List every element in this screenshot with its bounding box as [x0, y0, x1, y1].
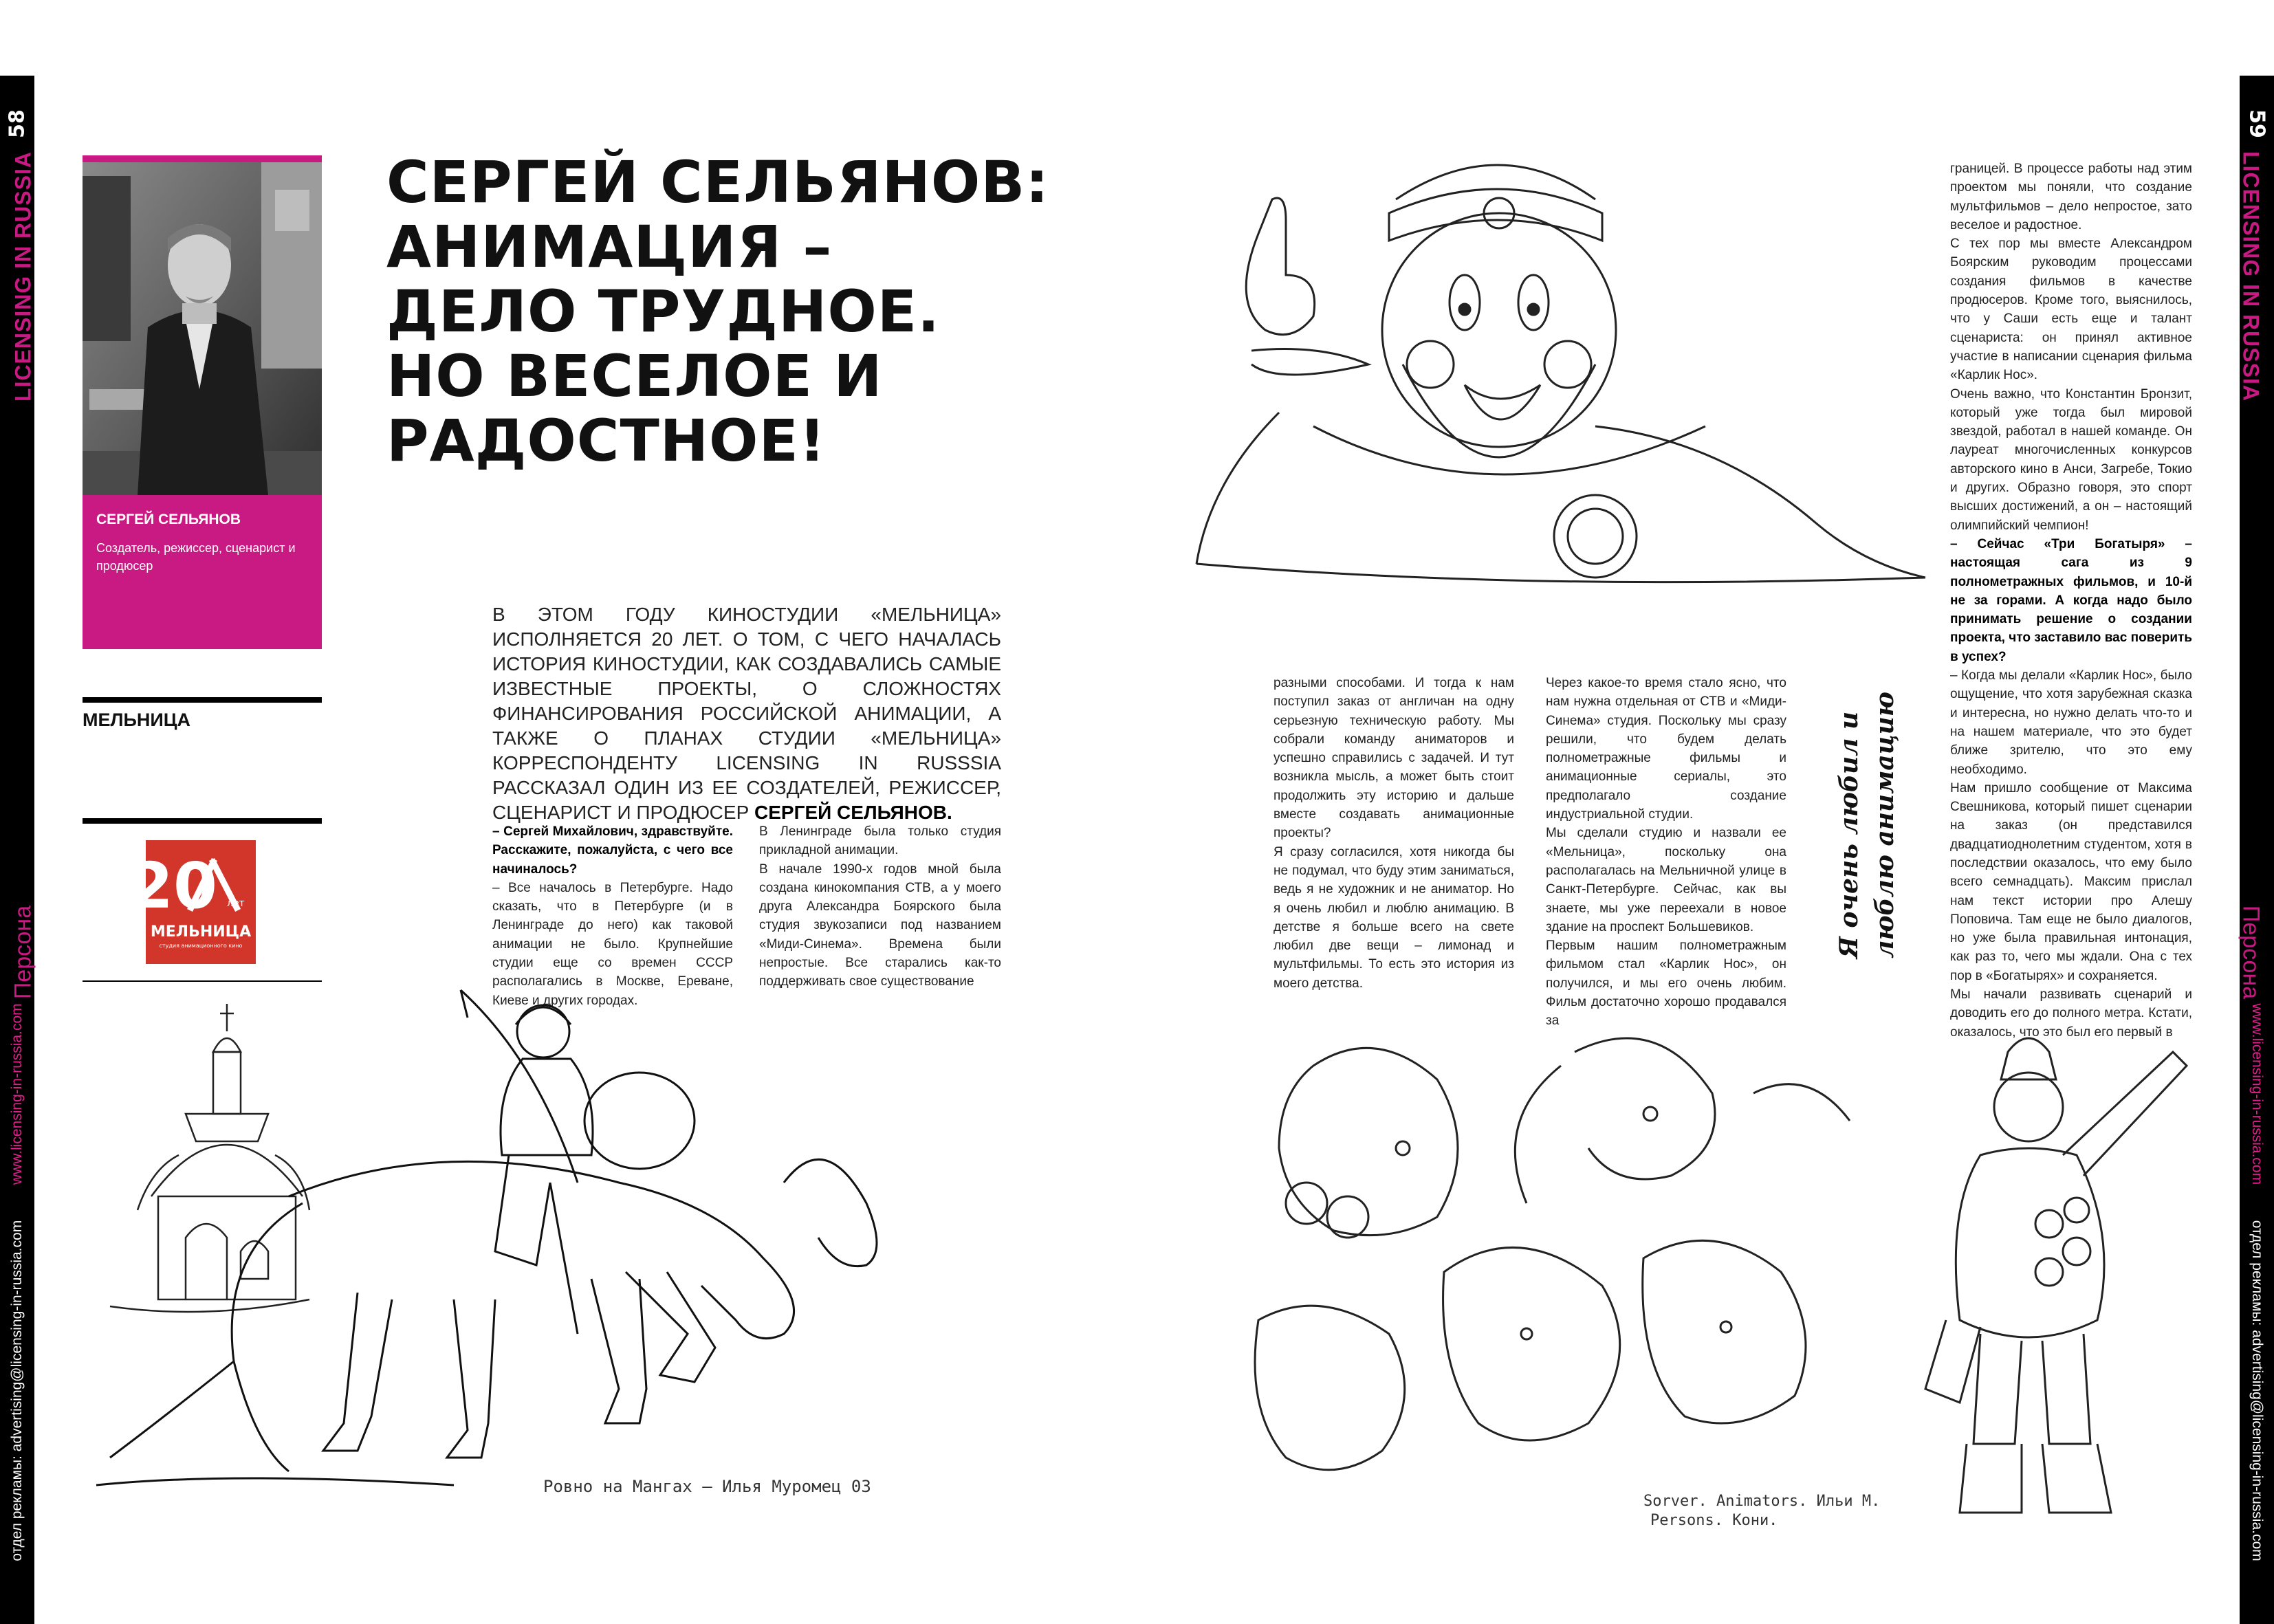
brand-right: LICENSING IN RUSSIA: [2238, 151, 2264, 402]
footer-contacts-left: [9, 1003, 25, 1561]
headline-line-2: АНИМАЦИЯ –: [386, 213, 833, 281]
company-top-rule: [83, 697, 322, 703]
rider-horse-sketch: [96, 976, 1038, 1499]
logo-years: лет: [227, 898, 245, 909]
headline-line-1: СЕРГЕЙ СЕЛЬЯНОВ:: [386, 149, 1049, 216]
brand-left: LICENSING IN RUSSIA: [10, 151, 36, 402]
portrait-image: [83, 162, 322, 495]
pull-quote-line-2: люблю анимацию: [1870, 692, 1899, 958]
paragraph: С тех пор мы вместе Александром Боярским руководим процессами создания фильмов в качестве продюсеров. Кроме того, выяснилось, что у Саши есть еще и талант сценариста: он принял активное участие в написании сценария фильма «Карлик Нос».: [1950, 237, 2192, 383]
paragraph: границей. В процессе работы над этим проектом мы поняли, что создание мультфильмов – дело непростое, зато веселое и радостное.: [1950, 162, 2192, 232]
lead-name: СЕРГЕЙ СЕЛЬЯНОВ.: [754, 802, 952, 823]
profile-role: Создатель, режиссер, сценарист и продюсер: [96, 541, 296, 573]
bogatyr-sword-sketch: [1918, 1031, 2194, 1526]
section-label-right: Персона: [2238, 905, 2264, 1000]
article-headline: [386, 150, 1074, 473]
profile-caption: [83, 495, 322, 649]
paragraph: Первым нашим полнометражным фильмом стал «Карлик Нос», он получился, и мы его очень любим. Фильм достаточно хорошо продавался за: [1546, 939, 1786, 1029]
logo-tagline: студия анимационного кино: [159, 943, 243, 949]
article-column-5: [1950, 160, 2192, 1042]
paragraph: Мы начали развивать сценарий и доводить его до полного метра. Кстати, оказалось, что это был его первый в: [1950, 987, 2192, 1040]
article-column-3: [1273, 674, 1514, 993]
lead-text: В ЭТОМ ГОДУ КИНОСТУДИИ «МЕЛЬНИЦА» ИСПОЛНЯЕТСЯ 20 ЛЕТ. О ТОМ, С ЧЕГО НАЧАЛАСЬ ИСТОРИЯ КИНОСТУДИИ, КАК СОЗДАВАЛИСЬ САМЫЕ ИЗВЕСТНЫЕ ПРОЕКТЫ, О СЛОЖНОСТЯХ ФИНАНСИРОВАНИЯ РОССИЙСКОЙ АНИМАЦИИ, А ТАКЖЕ О ПЛАНАХ СТУДИИ «МЕЛЬНИЦА» КОРРЕСПОНДЕНТУ LICENSING IN RUSSSIA РАССКАЗАЛ ОДИН ИЗ ЕЕ СОЗДАТЕЛЕЙ, РЕЖИССЕР, СЦЕНАРИСТ И ПРОДЮСЕР: [492, 604, 1001, 823]
paragraph: В Ленинграде была только студия прикладной анимации.: [759, 824, 1001, 858]
headline-line-3: ДЕЛО ТРУДНОЕ.: [386, 278, 941, 345]
headline-line-5: РАДОСТНОЕ!: [386, 407, 827, 474]
paragraph: Через какое-то время стало ясно, что нам нужна отдельная от СТВ и «Миди-Синема» студия. Поскольку мы сразу решили, что будем делать полнометражные фильмы и анимационные сериалы, это предполагало создание индустриальной студии.: [1546, 676, 1786, 822]
profile-top-rule: [83, 155, 322, 162]
paragraph: Нам пришло сообщение от Максима Свешникова, который пишет сценарии на заказ (он представился двадцатиоднолетним студентом, хотя в последствии оказалось, что ему было всего семнадцать). Максим прислал нам текст истории про Алешу Поповича. Там еще не было диалогов, но уже была правильная интонация, как раз то, чего мы ждали. Она с тех пор в «Богатырях» и сохраняется.: [1950, 780, 2192, 983]
ads-label: отдел рекламы:: [2249, 1220, 2265, 1326]
paragraph: Очень важно, что Константин Бронзит, который уже тогда был мировой звездой, работал в нашей команде. Он лауреат многочисленных конкурсов авторского кино в Анси, Загребе, Токио и других. Образно говоря, это спорт высших достижений, а он – настоящий олимпийский чемпион!: [1950, 386, 2192, 533]
paragraph: разными способами. И тогда к нам поступил заказ от англичан на одну серьезную техническую работу. Мы собрали команду аниматоров и успешно справились с задачей. И тут возникла мысль, а может быть стоит продолжить эту историю и дальше вместе создавать анимационные проекты?: [1273, 676, 1514, 841]
logo-top-rule: [83, 818, 322, 824]
logo-number: 20: [129, 849, 218, 923]
site-link: www.licensing-in-russia.com: [9, 1003, 25, 1185]
profile-name: СЕРГЕЙ СЕЛЬЯНОВ: [96, 512, 241, 527]
paragraph: В начале 1990-х годов мной была создана кинокомпания СТВ, а у моего друга Александра Боярского была студия звукозаписи под названием «Миди-Синема». Времена были непростые. Все старались как-то поддерживать свое существование: [759, 862, 1001, 989]
interview-question: – Сергей Михайлович, здравствуйте. Расскажите, пожалуйста, с чего все начиналось?: [492, 824, 733, 877]
interview-question: – Сейчас «Три Богатыря» – настоящая сага из 9 полнометражных фильмов, и 10-й не за горами. А когда надо было принимать решение о создании проекта, что заставило вас поверить в успех?: [1950, 536, 2192, 664]
horses-signature-1: Sorver. Animators. Ильи М.: [1643, 1493, 1881, 1510]
paragraph: Мы сделали студию и назвали ее «Мельница», поскольку она располагалась на Мельничной улице в Санкт-Петербурге. Сейчас, как вы знаете, мы уже переехали в новое здание на проспект Большевиков.: [1546, 826, 1786, 934]
footer-contacts-right: [2249, 1003, 2265, 1561]
article-column-4: [1546, 674, 1786, 1031]
site-link: www.licensing-in-russia.com: [2249, 1003, 2265, 1185]
ads-email: advertising@licensing-in-russia.com: [2249, 1330, 2265, 1561]
horses-signature-2: Persons. Кони.: [1650, 1512, 1778, 1529]
pull-quote-line-1: Я очень любил и: [1835, 711, 1863, 958]
article-lead: [492, 602, 1001, 825]
article-column-2: [759, 822, 1001, 991]
paragraph: – Когда мы делали «Карлик Нос», было ощущение, что хотя зарубежная сказка и интересна, но нужно делать что-то и на нашем материале, что это будет ближе зрителю, что это ему необходимо.: [1950, 668, 2192, 777]
melnitsa-logo: [129, 840, 256, 964]
interview-answer: – Все началось в Петербурге. Надо сказать, что в Петербурге (и в Ленинграде до него) как таковой анимации не было. Крупнейшие студии еще со времен СССР располагались в Москве, Ереване, Киеве и других городах.: [492, 880, 733, 1008]
bogatyr-sketch: [1141, 138, 1932, 591]
portrait-photo: [83, 162, 322, 495]
logo-brand: МЕЛЬНИЦА: [150, 923, 252, 941]
headline-line-4: НО ВЕСЕЛОЕ И: [386, 342, 883, 410]
ads-label: отдел рекламы:: [9, 1456, 25, 1561]
section-label-left: Персона: [10, 905, 36, 1000]
company-name: МЕЛЬНИЦА: [83, 710, 190, 730]
rider-signature: Ровно на Мангах – Илья Муромец 03: [543, 1477, 871, 1496]
paragraph: Я сразу согласился, хотя никогда бы не подумал, что буду этим заниматься, ведь я не художник и не аниматор. Но я очень любил и люблю анимацию. В детстве я больше всего на свете любил две вещи – лимонад и мультфильмы. То есть это история из моего детства.: [1273, 844, 1514, 991]
melnitsa-logo-image: [129, 840, 256, 964]
horses-sketch: [1231, 1011, 1925, 1533]
ads-email: advertising@licensing-in-russia.com: [9, 1220, 25, 1452]
